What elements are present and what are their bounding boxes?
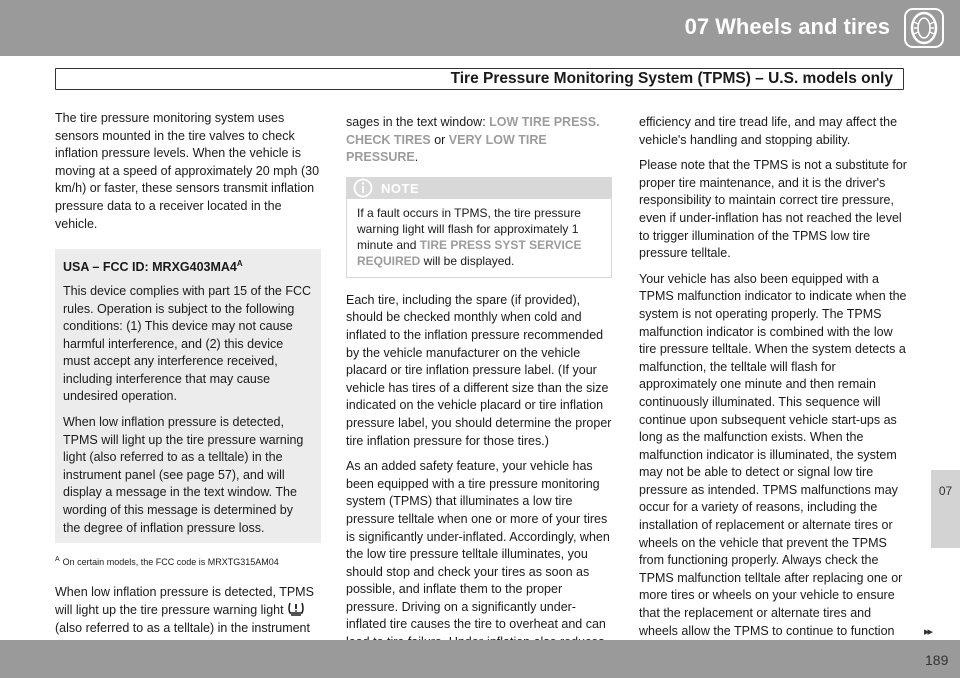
malfunction-paragraph: Your vehicle has also been equipped with a TPMS malfunction indicator to indicate when the system is not operating properly. The TPMS malfunction indicator is combined with the low tire pressure telltale. When the system detects a malfunction, the telltale will flash for approximately one minute and then remain continuously illuminated. This sequence will continue upon subsequent vehicle start-ups as long as the malfunction exists. When the malfunction indicator is illuminated, the system may not be able to detect or signal low tire pressure as intended. TPMS malfunctions may occur for a variety of reasons, including the installation of replacement or alternate tires or wheels on the vehicle that prevent the TPMS from functioning properly. Always check the TPMS malfunction telltale after replacing one or more tires or wheels on your vehicle to ensure that the replacement or alternate tires and wheels allow the TPMS to continue to function xyxy=(639,271,907,638)
warning-light-text-before: When low inflation pressure is detected, TPMS will light up the tire pressure warning light xyxy=(55,584,314,618)
message-low-tire-press: LOW TIRE PRESS. CHECK TIRES xyxy=(346,115,600,147)
fcc-heading-footnote-mark: A xyxy=(236,259,243,269)
header-bar xyxy=(0,0,960,56)
column-3 xyxy=(639,114,907,666)
column-2 xyxy=(346,114,612,677)
note-header xyxy=(347,177,611,199)
fcc-box xyxy=(55,249,321,543)
chapter-title: 07 Wheels and tires xyxy=(684,14,890,39)
note-text-before: If a fault occurs in TPMS, the tire pressure warning light will flash for approximately 1 minute and xyxy=(357,205,581,252)
note-text-after: will be displayed. xyxy=(420,253,515,268)
wheel-icon xyxy=(904,8,944,48)
tire-pressure-warning-icon xyxy=(287,601,305,617)
efficiency-paragraph: efficiency and tire tread life, and may affect the vehicle's handling and stopping ability. xyxy=(639,115,898,147)
footnote-text: On certain models, the FCC code is MRXTG315AM04 xyxy=(62,557,279,568)
message-very-low-tire-pressure: VERY LOW TIRE PRESSURE xyxy=(346,132,547,165)
note-box xyxy=(346,177,612,278)
note-text xyxy=(347,199,611,277)
messages-or: or xyxy=(430,132,449,147)
page-number: 189 xyxy=(925,652,949,668)
fcc-heading-text: USA – FCC ID: MRXG403MA4 xyxy=(63,260,237,275)
footnote-marker: A xyxy=(55,556,60,564)
column-1 xyxy=(55,110,321,663)
messages-period: . xyxy=(414,150,419,165)
intro-paragraph: The tire pressure monitoring system uses sensors mounted in the tire valves to check inflation pressure levels. When the vehicle is moving at a speed of approximately 20 mph (30 km/h) or faster, these sensors transmit inflation pressure data to a receiver located in the vehicle. xyxy=(55,111,320,231)
next-page-arrows: ▸▸ xyxy=(924,626,932,638)
section-title-box xyxy=(55,68,904,90)
footnote xyxy=(55,551,321,572)
footer-bar xyxy=(0,640,960,678)
section-title: Tire Pressure Monitoring System (TPMS) – U.S. models only xyxy=(450,70,893,87)
monthly-check-paragraph: Each tire, including the spare (if provided), should be checked monthly when cold and inflated to the inflation pressure recommended by the vehicle manufacturer on the vehicle placard or tire inflation pressure label. (If your vehicle has tires of a different size than the size indicated on the vehicle placard or tire inflation pressure label, you should determine the proper tire inflation pressure for those tires.) xyxy=(346,292,612,448)
messages-text-before: sages in the text window: xyxy=(346,115,490,129)
fcc-warning-text: When low inflation pressure is detected, TPMS will light up the tire pressure warning light (also referred to as a telltale) in the instrument panel (see page 57), and will display a message in the text window. The wording of this message is determined by the degree of inflation pressure loss. xyxy=(63,415,304,535)
safety-feature-paragraph: As an added safety feature, your vehicle has been equipped with a tire pressure monitoring system (TPMS) that illuminates a low tire pressure telltale when one or more of your tires is significantly under-inflated. Accordingly, when the low tire pressure telltale illuminates, you should stop and check your tires as soon as possible, and inflate them to the proper pressure. Driving on a significantly under-inflated tire causes the tire to overheat and can xyxy=(346,459,610,632)
fcc-compliance-text: This device complies with part 15 of the FCC rules. Operation is subject to the following conditions: (1) This device may not cause harmful interference, and (2) this device must accept any interference received, including interference that may cause undesired operation. xyxy=(63,283,312,404)
fcc-heading xyxy=(63,255,313,277)
side-tab-label: 07 xyxy=(938,484,953,498)
warning-light-text-after: (also referred to as a telltale) in the instrument xyxy=(55,621,310,635)
chapter-side-tab xyxy=(931,470,960,548)
substitute-paragraph: Please note that the TPMS is not a substitute for proper tire maintenance, and it is the driver's responsibility to maintain correct tire pressure, even if under-inflation has not reached the level to trigger illumination of the TPMS low tire pressure telltale. xyxy=(639,158,907,261)
note-label: NOTE xyxy=(381,180,420,196)
messages-paragraph xyxy=(346,114,612,167)
info-icon xyxy=(353,178,373,198)
message-tire-press-syst-service: TIRE PRESS SYST SERVICE REQUIRED xyxy=(357,237,582,268)
